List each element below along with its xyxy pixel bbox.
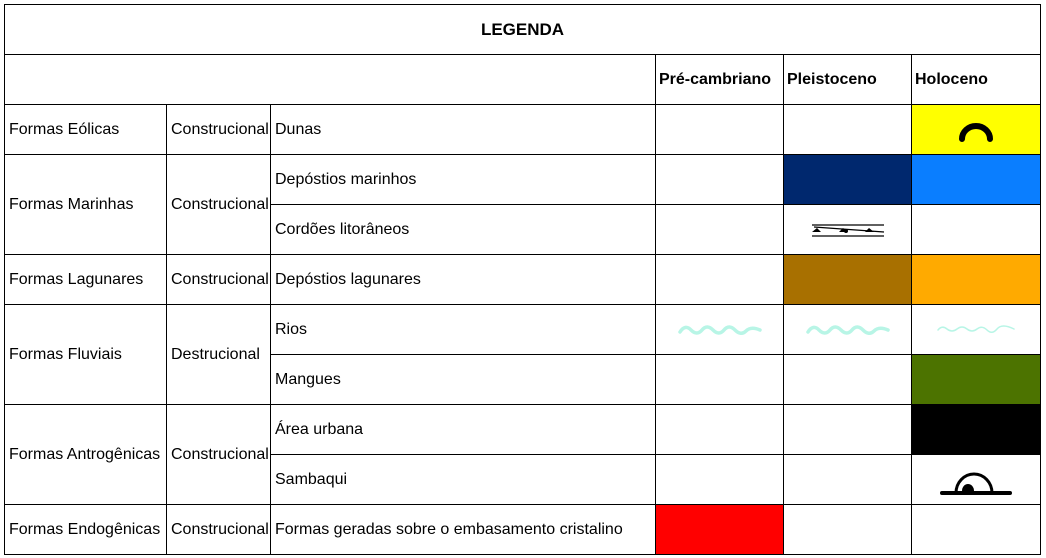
symbol-cell [784,305,912,355]
title-row [5,5,1041,55]
symbol-cell [912,355,1041,405]
shell-mound-icon [912,461,1040,499]
era-header-precambrian: Pré-cambriano [656,55,784,105]
form-category-cell: Formas Marinhas [5,155,167,255]
process-type-cell: Destrucional [167,305,271,405]
feature-label-cell: Área urbana [271,405,656,455]
symbol-cell [784,205,912,255]
symbol-cell [656,305,784,355]
legend-row [5,155,1041,205]
symbol-cell [784,455,912,505]
legend-title: LEGENDA [5,5,1041,55]
symbol-cell [656,455,784,505]
form-category-cell: Formas Fluviais [5,305,167,405]
process-type-cell: Construcional [167,105,271,155]
symbol-cell [912,205,1041,255]
legend-row [5,405,1041,455]
symbol-cell [784,255,912,305]
feature-label-cell: Depóstios lagunares [271,255,656,305]
symbol-cell [784,105,912,155]
symbol-cell [656,155,784,205]
symbol-cell [656,255,784,305]
symbol-cell [656,405,784,455]
symbol-cell [912,505,1041,555]
symbol-cell [656,205,784,255]
river-wave-icon [784,321,911,339]
legend-row [5,305,1041,355]
feature-label-cell: Dunas [271,105,656,155]
feature-label-cell: Cordões litorâneos [271,205,656,255]
beach-ridge-icon [784,218,911,242]
symbol-cell [656,505,784,555]
symbol-cell [912,405,1041,455]
feature-label-cell: Mangues [271,355,656,405]
symbol-cell [784,405,912,455]
symbol-cell [784,505,912,555]
era-header-pleistocene: Pleistoceno [784,55,912,105]
symbol-cell [784,155,912,205]
process-type-cell: Construcional [167,255,271,305]
river-wave-icon [656,321,783,339]
symbol-cell [912,455,1041,505]
dune-arc-icon [912,115,1040,145]
form-category-cell: Formas Lagunares [5,255,167,305]
river-wave-thin-icon [912,323,1040,337]
symbol-cell [912,105,1041,155]
era-header-holocene: Holoceno [912,55,1041,105]
symbol-cell [656,355,784,405]
symbol-cell [912,305,1041,355]
legend-table [4,4,1041,555]
legend-row [5,105,1041,155]
process-type-cell: Construcional [167,405,271,505]
symbol-cell [912,255,1041,305]
era-header-row [5,55,1041,105]
symbol-cell [784,355,912,405]
feature-label-cell: Rios [271,305,656,355]
legend-row [5,255,1041,305]
symbol-cell [656,105,784,155]
feature-label-cell: Sambaqui [271,455,656,505]
form-category-cell: Formas Endogênicas [5,505,167,555]
header-blank-cell [5,55,656,105]
feature-label-cell: Formas geradas sobre o embasamento cristalino [271,505,656,555]
symbol-cell [912,155,1041,205]
form-category-cell: Formas Antrogênicas [5,405,167,505]
process-type-cell: Construcional [167,505,271,555]
feature-label-cell: Depóstios marinhos [271,155,656,205]
form-category-cell: Formas Eólicas [5,105,167,155]
process-type-cell: Construcional [167,155,271,255]
legend-row [5,505,1041,555]
